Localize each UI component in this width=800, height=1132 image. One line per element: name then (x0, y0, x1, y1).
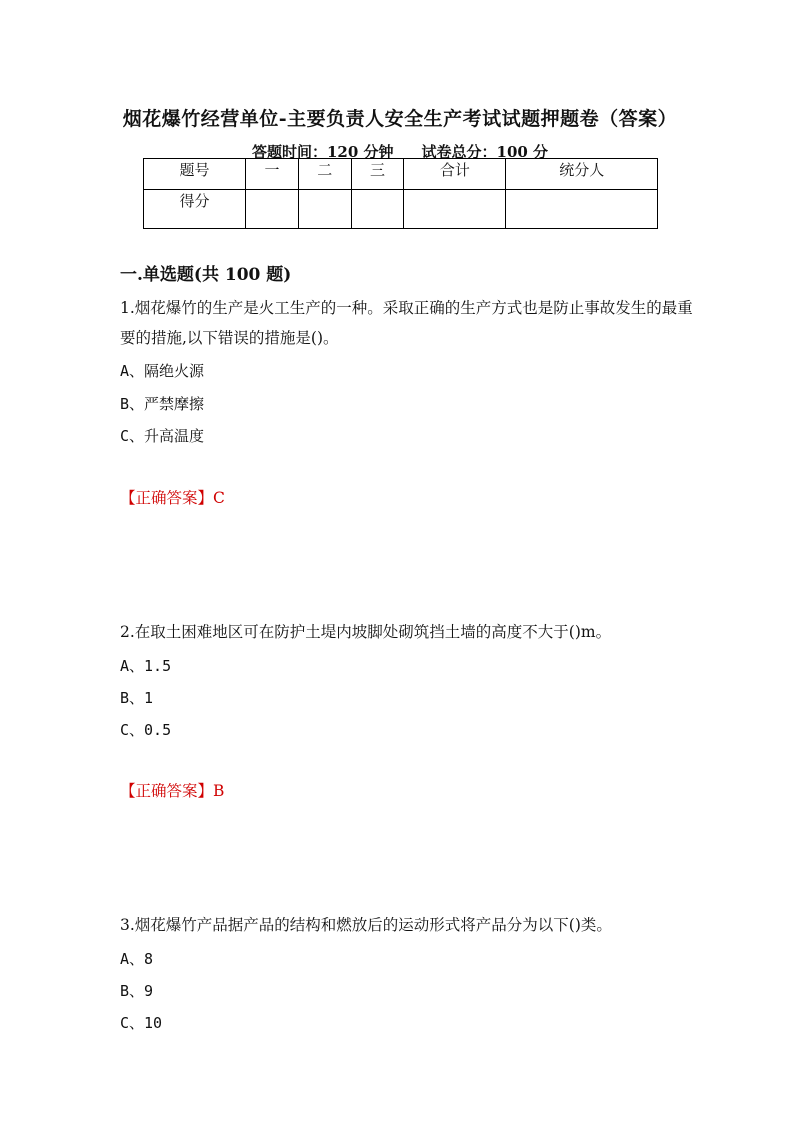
section-heading: 一.单选题(共 100 题) (120, 265, 292, 285)
score-row-label: 得分 (144, 190, 246, 229)
score-header-cell: 题号 (144, 159, 246, 190)
score-table-score-row (144, 190, 658, 229)
option-b: B、1 (120, 689, 154, 707)
option-b: B、9 (120, 982, 154, 1000)
score-cell (404, 190, 506, 229)
option-b: B、严禁摩擦 (120, 395, 205, 413)
score-header-cell: 三 (351, 159, 404, 190)
option-a: A、隔绝火源 (120, 362, 205, 380)
correct-answer: 【正确答案】B (120, 782, 225, 800)
question-text: 3.烟花爆竹产品据产品的结构和燃放后的运动形式将产品分为以下()类。 (120, 916, 612, 934)
score-header-cell: 一 (246, 159, 299, 190)
option-c: C、0.5 (120, 721, 172, 739)
score-cell (351, 190, 404, 229)
option-a: A、1.5 (120, 657, 172, 675)
score-cell (246, 190, 299, 229)
option-a: A、8 (120, 950, 154, 968)
exam-total-score: 试卷总分：100 分 (421, 143, 549, 161)
page-title: 烟花爆竹经营单位-主要负责人安全生产考试试题押题卷（答案） (122, 108, 678, 130)
correct-answer: 【正确答案】C (120, 489, 225, 507)
score-table-header-row (144, 159, 658, 190)
option-c: C、10 (120, 1014, 163, 1032)
score-header-cell: 合计 (404, 159, 506, 190)
score-cell (506, 190, 658, 229)
score-table (143, 158, 658, 229)
exam-time: 答题时间：120 分钟 (251, 143, 394, 161)
score-cell (298, 190, 351, 229)
question-text: 2.在取土困难地区可在防护土堤内坡脚处砌筑挡土墙的高度不大于()m。 (120, 623, 612, 641)
question-text: 1.烟花爆竹的生产是火工生产的一种。采取正确的生产方式也是防止事故发生的最重要的措施,以下错误的措施是()。 (120, 299, 693, 347)
option-c: C、升高温度 (120, 427, 205, 445)
score-header-cell: 二 (298, 159, 351, 190)
score-header-cell: 统分人 (506, 159, 658, 190)
